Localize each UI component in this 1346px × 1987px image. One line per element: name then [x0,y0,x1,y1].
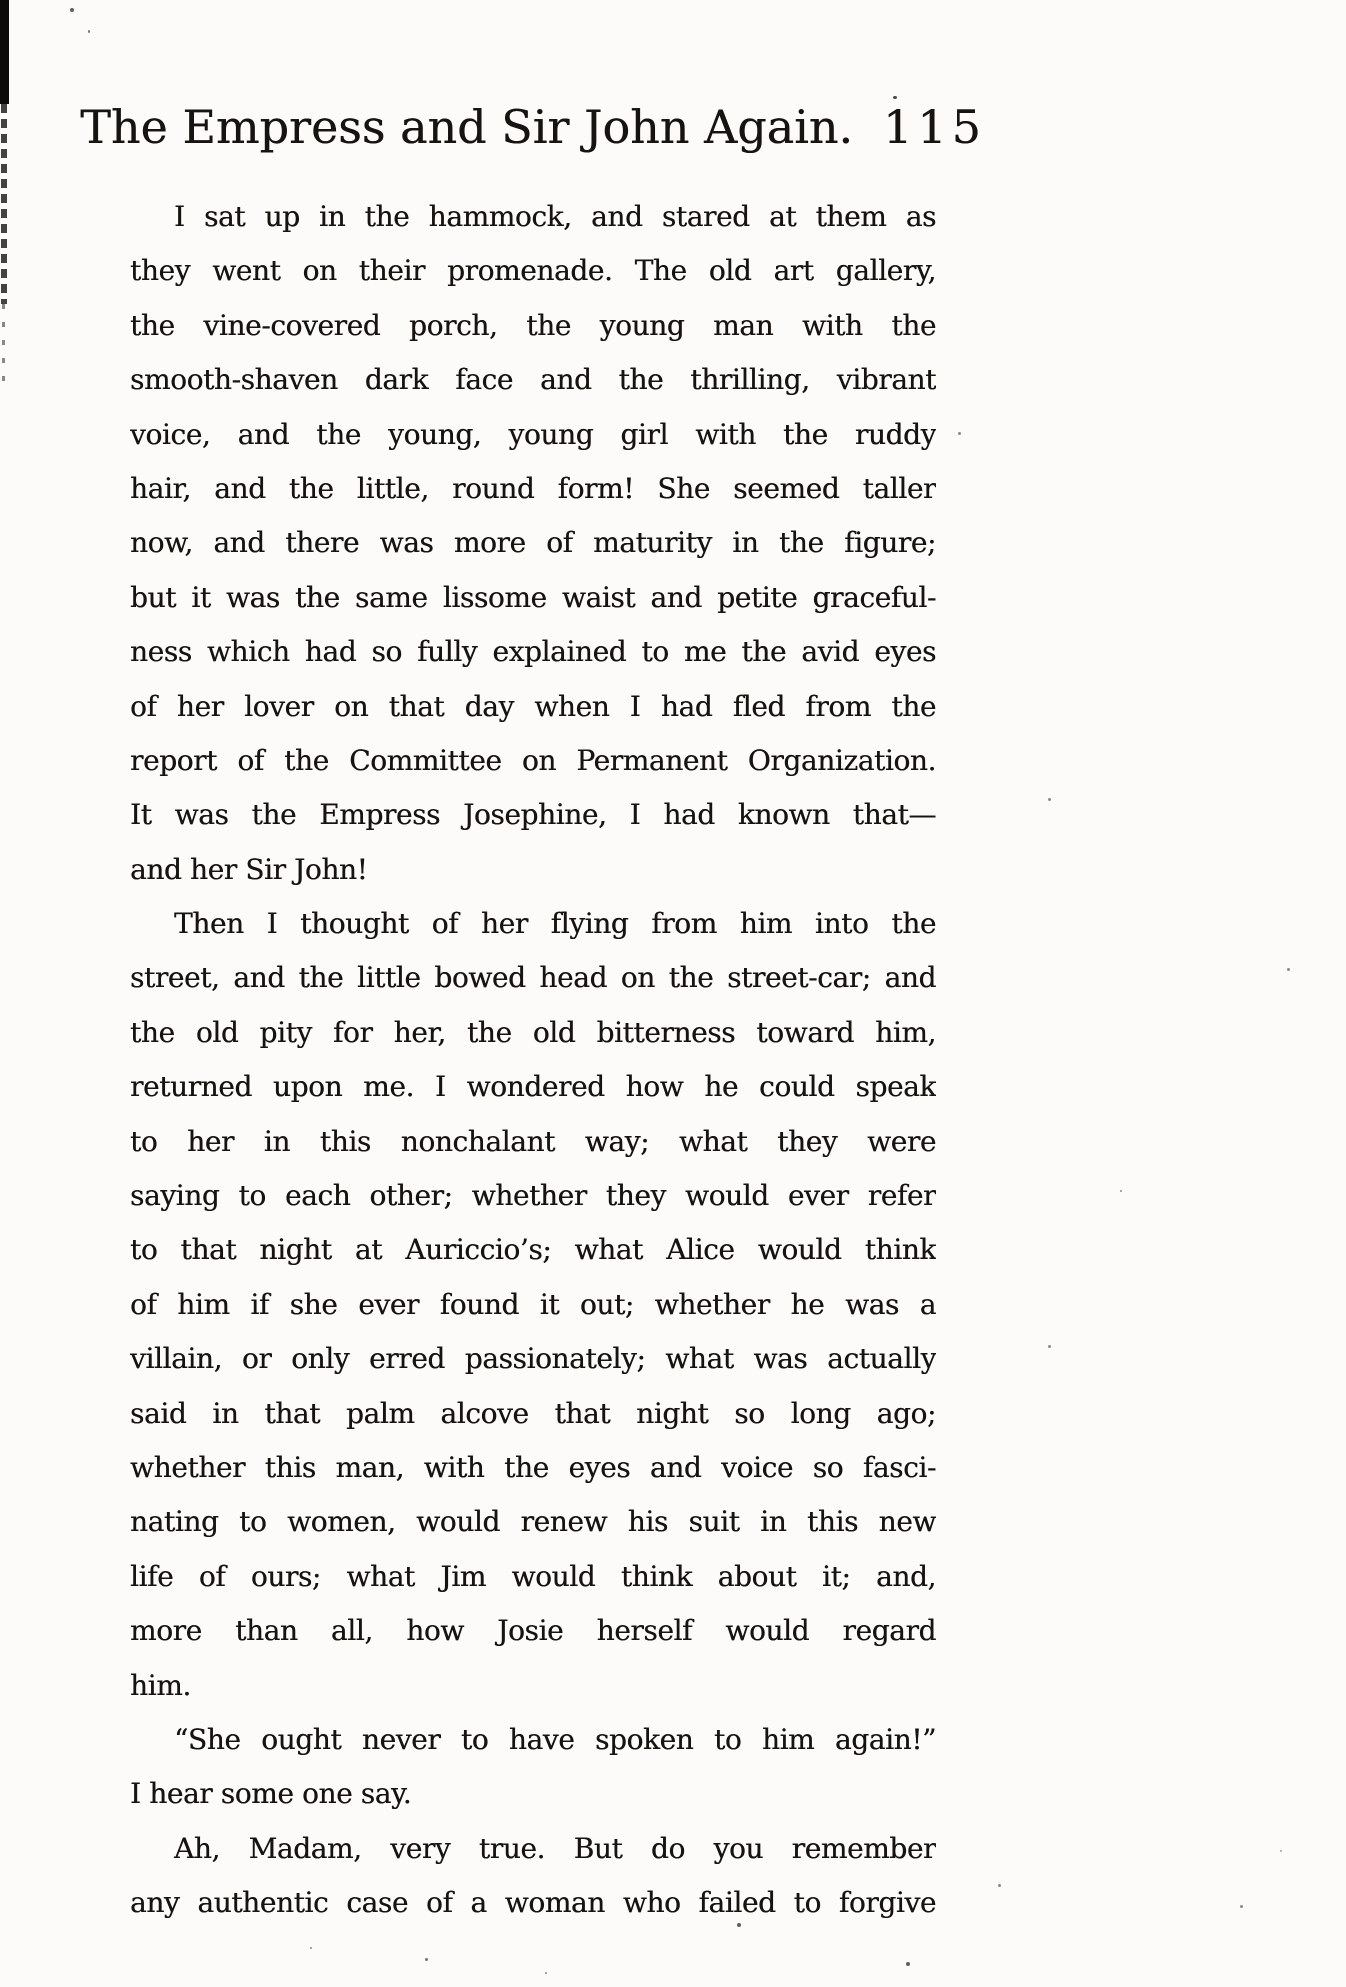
text-line: villain, or only erred passionately; what was actually [130,1342,936,1376]
scan-speck [737,1923,741,1927]
scan-speck [906,1962,910,1966]
page-body [130,190,936,1931]
text-line: “She ought never to have spoken to him again!” [174,1722,936,1756]
text-line: to that night at Auriccio’s; what Alice would think [130,1233,936,1267]
scan-speck [958,432,961,435]
text-line: report of the Committee on Permanent Organization. [130,743,936,777]
scan-speck [1048,798,1051,801]
scan-speck [1048,1345,1051,1348]
scan-speck [88,30,90,33]
text-line: life of ours; what Jim would think about it; and, [130,1559,936,1593]
text-line: to her in this nonchalant way; what they were [130,1124,936,1158]
scan-speck [1120,1190,1122,1192]
text-line: returned upon me. I wondered how he could speak [130,1070,936,1104]
text-line: saying to each other; whether they would ever refer [130,1179,936,1213]
scan-speck [998,1884,1001,1887]
running-head [80,100,986,154]
text-line: nating to women, would renew his suit in this new [130,1505,936,1539]
text-line: hair, and the little, round form! She seemed taller [130,471,936,505]
chapter-title: The Empress and Sir John Again. [80,100,854,154]
text-line: him. [130,1668,191,1702]
scan-speck [425,1958,428,1961]
scan-speck [1287,968,1290,971]
scan-speck [1240,1905,1243,1908]
text-line: the old pity for her, the old bitterness toward him, [130,1015,936,1049]
text-line: of her lover on that day when I had fled from the [130,689,936,723]
text-line: and her Sir John! [130,852,368,886]
text-line: they went on their promenade. The old art gallery, [130,254,936,288]
text-line: I hear some one say. [130,1777,412,1811]
text-line: more than all, how Josie herself would regard [130,1614,936,1648]
page-number: 115 [883,100,986,154]
text-line: of him if she ever found it out; whether he was a [130,1287,936,1321]
text-line: the vine-covered porch, the young man with the [130,308,936,342]
scan-speck [893,96,897,99]
binding-edge-solid [0,0,9,104]
scan-speck [545,1972,547,1974]
text-line: whether this man, with the eyes and voice so fasci- [130,1450,936,1484]
text-line: I sat up in the hammock, and stared at them as [174,200,936,233]
text-line: now, and there was more of maturity in the figure; [130,526,936,560]
text-line: any authentic case of a woman who failed to forgive [130,1886,936,1920]
scan-speck [1280,1850,1282,1852]
text-line: smooth-shaven dark face and the thrilling, vibrant [130,363,936,397]
scan-speck [70,8,74,12]
binding-edge-broken [1,104,7,304]
scan-speck [310,1947,312,1949]
text-line: voice, and the young, young girl with the ruddy [130,417,936,451]
text-line: street, and the little bowed head on the street-car; and [130,961,936,995]
binding-edge-tail [2,304,5,394]
text-line: but it was the same lissome waist and petite graceful- [130,580,936,614]
text-line: Then I thought of her flying from him into the [174,907,936,941]
text-line: It was the Empress Josephine, I had known that— [130,798,936,832]
text-line: Ah, Madam, very true. But do you remember [174,1831,936,1865]
text-line: said in that palm alcove that night so long ago; [130,1396,936,1430]
text-line: ness which had so fully explained to me the avid eyes [130,635,936,669]
